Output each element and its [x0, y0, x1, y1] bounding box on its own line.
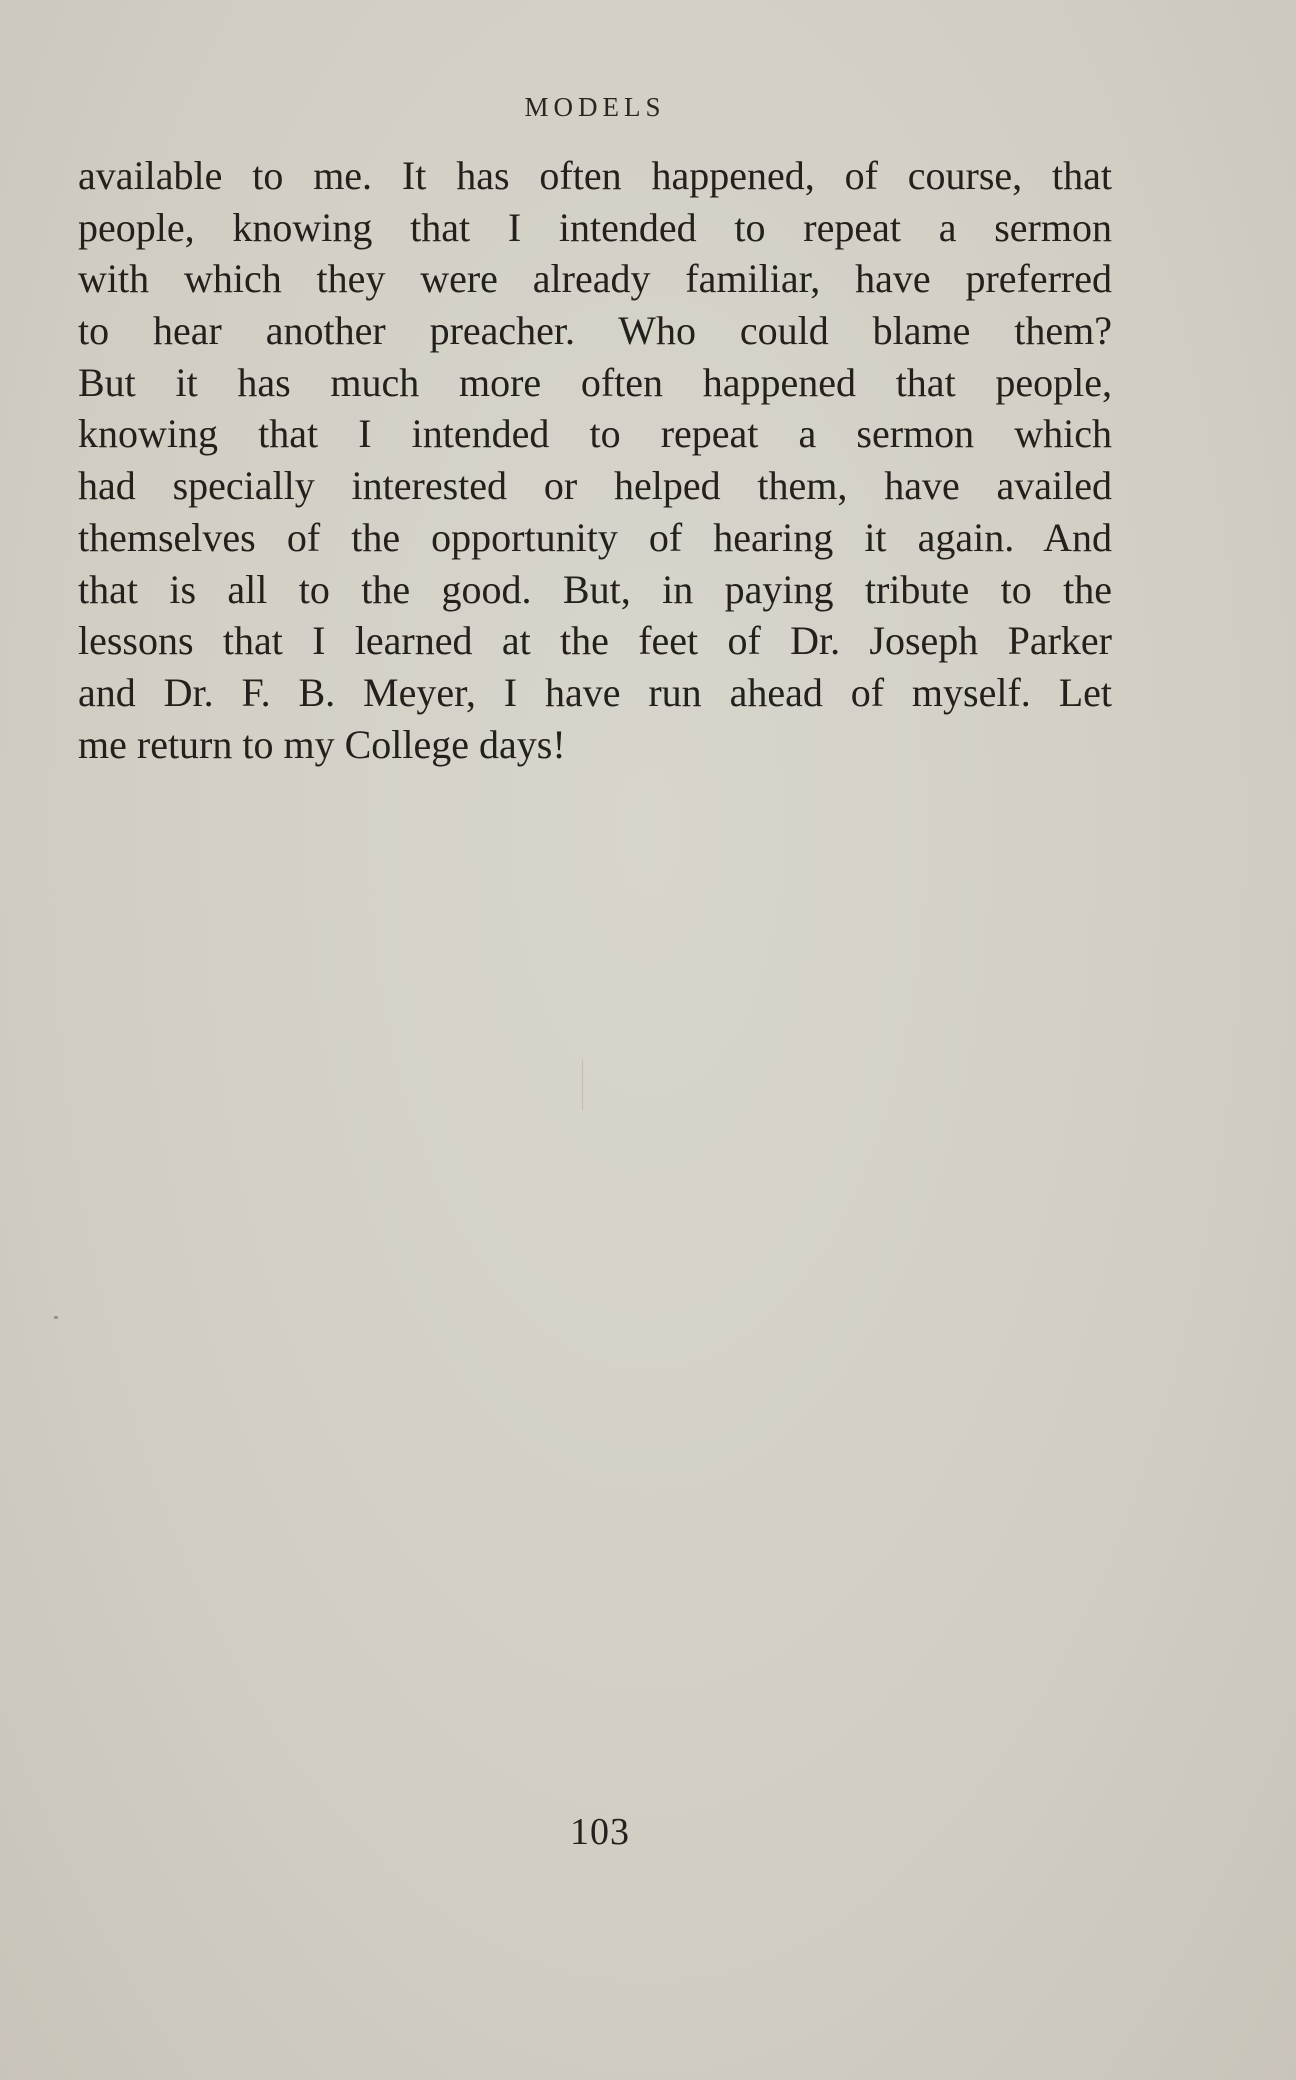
- text-line: lessons that I learned at the feet of Dr. Joseph Parker: [78, 618, 1112, 664]
- text-line: But it has much more often happened that people,: [78, 359, 1112, 405]
- text-line: knowing that I intended to repeat a sermon which: [78, 411, 1112, 457]
- text-line: me return to my College days!: [78, 721, 566, 767]
- running-head: MODELS: [524, 92, 666, 122]
- text-line: that is all to the good. But, in paying tribute to the: [78, 566, 1112, 612]
- text-line: and Dr. F. B. Meyer, I have run ahead of myself. Let: [78, 669, 1112, 715]
- text-line: had specially interested or helped them, have availed: [78, 463, 1112, 509]
- page-number: 103: [570, 1811, 630, 1853]
- text-line: available to me. It has often happened, of course, that: [78, 153, 1112, 198]
- paper-fibre: [582, 1060, 583, 1110]
- body-paragraph: [78, 150, 1112, 770]
- text-line: with which they were already familiar, have preferred: [78, 256, 1112, 302]
- text-line: to hear another preacher. Who could blame them?: [78, 308, 1112, 354]
- text-line: people, knowing that I intended to repeat a sermon: [78, 204, 1112, 250]
- text-line: themselves of the opportunity of hearing it again. And: [78, 514, 1112, 560]
- paper-speck: [54, 1316, 58, 1319]
